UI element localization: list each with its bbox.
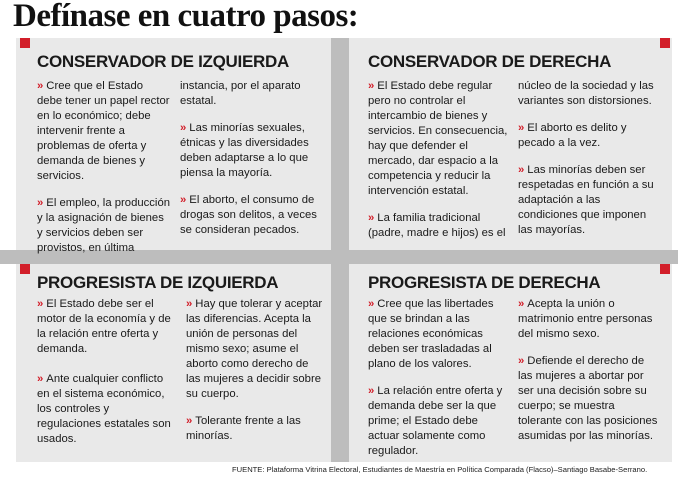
quote-mark-icon: »	[37, 80, 44, 92]
accent-square	[660, 38, 670, 48]
list-item: núcleo de la sociedad y las variantes son distorsiones.	[518, 80, 654, 107]
quote-mark-icon: »	[368, 212, 375, 224]
quote-mark-icon: »	[368, 385, 375, 397]
list-item: » Acepta la unión o matrimonio entre personas del mismo sexo.	[518, 298, 653, 340]
list-item: » El aborto es delito y pecado a la vez.	[518, 122, 627, 149]
list-item: » El empleo, la producción y la asignación de bienes y servicios deben ser provistos, en última	[37, 197, 171, 254]
column	[368, 79, 508, 253]
column	[186, 297, 324, 456]
quadrant-heading-cons-der: CONSERVADOR DE DERECHA	[368, 52, 612, 71]
column	[37, 297, 172, 459]
quote-mark-icon: »	[186, 298, 193, 310]
quote-mark-icon: »	[518, 355, 525, 367]
quote-mark-icon: »	[186, 415, 193, 427]
quadrant-heading-prog-izq: PROGRESISTA DE IZQUIERDA	[37, 273, 279, 292]
accent-square	[660, 264, 670, 274]
accent-square	[20, 264, 30, 274]
quote-mark-icon: »	[518, 164, 525, 176]
quote-mark-icon: »	[180, 194, 187, 206]
list-item: » El Estado debe ser el motor de la economía y de la relación entre oferta y demanda.	[37, 298, 171, 355]
quote-mark-icon: »	[518, 298, 525, 310]
quote-mark-icon: »	[37, 298, 44, 310]
column	[518, 79, 658, 250]
list-item: » Cree que el Estado debe tener un papel rector en lo económico; debe intervenir frente a problemas de oferta y demanda de bienes y servicios.	[37, 80, 170, 182]
list-item: » Tolerante frente a las minorías.	[186, 415, 301, 442]
column	[368, 297, 508, 471]
source-footer: FUENTE: Plataforma Vitrina Electoral, Estudiantes de Maestría en Política Comparada (Flacso)–Santiago Basabe-Serrano.	[232, 465, 648, 474]
quote-mark-icon: »	[180, 122, 187, 134]
list-item: » Ante cualquier conflicto en el sistema económico, los controles y regulaciones estatales son usados.	[37, 373, 171, 445]
accent-square	[20, 38, 30, 48]
quadrant-heading-prog-der: PROGRESISTA DE DERECHA	[368, 273, 601, 292]
list-item: » El aborto, el consumo de drogas son delitos, a veces se consideran pecados.	[180, 194, 317, 236]
quote-mark-icon: »	[518, 122, 525, 134]
column	[37, 79, 171, 268]
list-item: instancia, por el aparato estatal.	[180, 80, 301, 107]
list-item: » La relación entre oferta y demanda debe ser la que prime; el Estado debe actuar solamente como regulador.	[368, 385, 503, 457]
quote-mark-icon: »	[37, 197, 44, 209]
quadrant-heading-cons-izq: CONSERVADOR DE IZQUIERDA	[37, 52, 289, 71]
list-item: » Hay que tolerar y aceptar las diferencias. Acepta la unión de personas del mismo sexo; asume el aborto como derecho de las mujeres a decidir sobre su cuerpo.	[186, 298, 323, 400]
column	[518, 297, 658, 456]
list-item: » Cree que las libertades que se brindan a las relaciones económicas deben ser trasladadas al plano de los valores.	[368, 298, 494, 370]
list-item: » La familia tradicional (padre, madre e hijos) es el	[368, 212, 506, 239]
quote-mark-icon: »	[37, 373, 44, 385]
list-item: » Las minorías sexuales, étnicas y las diversidades deben adaptarse a lo que piensa la mayoría.	[180, 122, 309, 179]
quote-mark-icon: »	[368, 298, 375, 310]
quote-mark-icon: »	[368, 80, 375, 92]
page-title: Defínase en cuatro pasos:	[13, 0, 359, 34]
list-item: » Las minorías deben ser respetadas en función a su adaptación a las condiciones que imponen las mayorías.	[518, 164, 654, 236]
list-item: » El Estado debe regular pero no controlar el intercambio de bienes y servicios. En consecuencia, hay que defender el mercado, dar espacio a la competencia y reducir la intervención estatal.	[368, 80, 508, 197]
list-item: » Defiende el derecho de las mujeres a abortar por ser una decisión sobre su cuerpo; se muestra tolerante con las posiciones asumidas por las minorías.	[518, 355, 658, 442]
column	[180, 79, 318, 250]
